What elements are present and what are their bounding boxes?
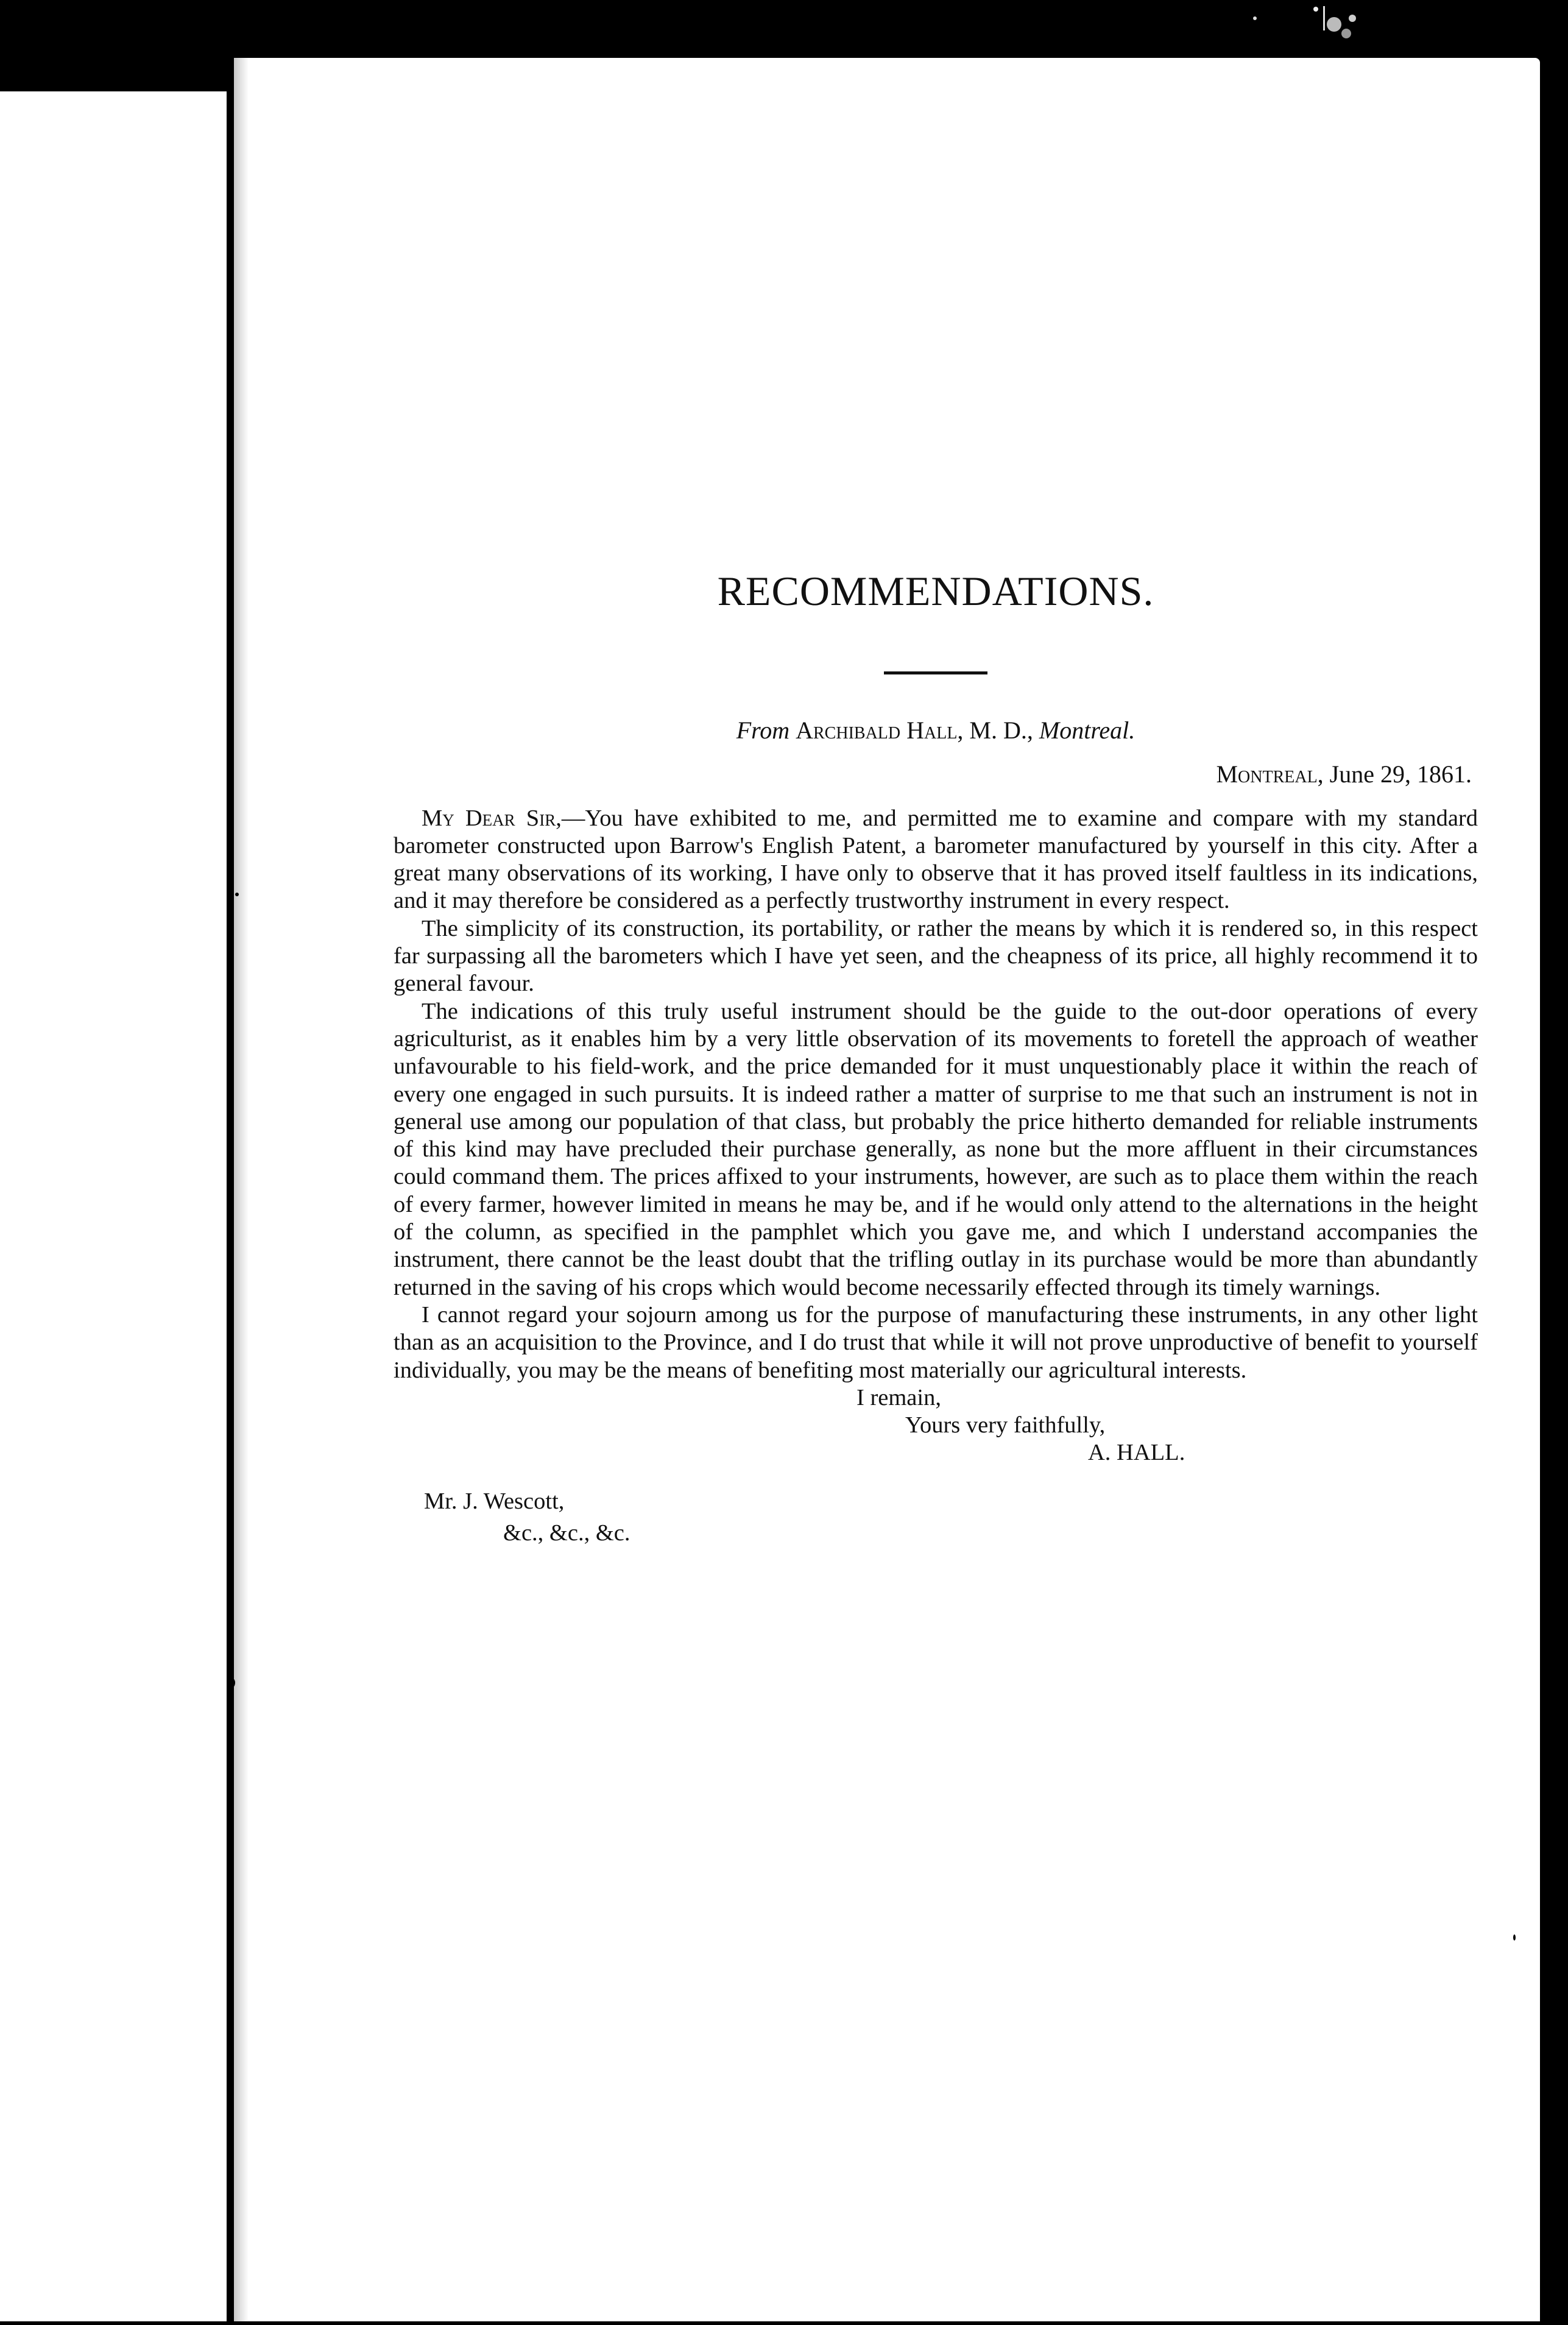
signature: A. HALL. — [1088, 1440, 1185, 1466]
gutter-shadow — [234, 58, 249, 2321]
paragraph-3: The indications of this truly useful instrument should be the guide to the out-door operations of every agriculturist, as it enables him by a very little observation of its movements to foretell the approach of weather unfavourable to his field-work, and the price demanded for it must unquestionably place it within the reach of every one engaged in such pursuits. It is indeed rather a matter of surprise to me that such an instrument is not in general use among our population of that class, but probably the price hitherto demanded for reliable instruments of this kind may have precluded their purchase generally, as none but the more affluent in their circumstances could command them. The prices affixed to your instruments, however, are such as to place them within the reach of every farmer, however limited in means he may be, and if he would only attend to the alternations in the height of the column, as specified in the pamphlet which you gave me, and which I understand accompanies the instrument, there cannot be the least doubt that the trifling outlay in its purchase would be more than abundantly returned in the saving of his crops which would become necessarily effected through its timely warnings. — [394, 998, 1478, 1300]
paragraph-1 — [394, 805, 1478, 915]
closing — [394, 1384, 1478, 1467]
letter-content — [394, 567, 1478, 1549]
from-name: Archibald Hall, M. D., — [796, 716, 1033, 744]
from-place: Montreal. — [1039, 716, 1135, 744]
document-page — [234, 58, 1540, 2321]
date: June 29, 1861. — [1329, 760, 1472, 788]
from-prefix: From — [736, 716, 790, 744]
left-page-edge — [0, 91, 227, 2321]
paragraph-2: The simplicity of its construction, its portability, or rather the means by which it is rendered so, in this respect far surpassing all the barometers which I have yet seen, and the cheapness of its price, all highly recommend it to general favour. — [394, 915, 1478, 997]
date-place: Montreal, — [1216, 760, 1324, 788]
scan-speck — [1513, 1934, 1516, 1941]
paragraph-1-text: —You have exhibited to me, and permitted me to examine and compare with my standard barometer constructed upon Barrow's English Patent, a barometer manufactured by yourself in this city. After a great many observations of its working, I have only to observe that it has proved itself faultless in its indications, and it may therefore be considered as a perfectly trustworthy instrument in every respect. — [394, 805, 1478, 914]
page-title: RECOMMENDATIONS. — [717, 568, 1154, 614]
paragraph-4: I cannot regard your sojourn among us for the purpose of manufacturing these instruments, in any other light than as an acquisition to the Province, and I do trust that while it will not prove unproductive of benefit to yourself individually, you may be the means of benefiting most materially our agricultural interests. — [394, 1301, 1478, 1383]
scan-artifacts — [1243, 0, 1401, 55]
closing-line-2: Yours very faithfully, — [905, 1412, 1106, 1439]
salutation: My Dear Sir, — [422, 805, 562, 831]
scan-speck — [230, 1679, 235, 1687]
scan-speck — [235, 893, 239, 896]
addressee — [394, 1485, 1478, 1549]
scan-noise-icon — [1243, 0, 1401, 55]
addressee-line-1: Mr. J. Wescott, — [424, 1488, 565, 1514]
closing-line-1: I remain, — [856, 1384, 941, 1410]
title-rule — [884, 671, 987, 674]
dateline — [394, 760, 1478, 789]
letter-body — [394, 805, 1478, 1384]
from-line — [394, 716, 1478, 745]
addressee-line-2: &c., &c., &c. — [503, 1520, 630, 1546]
